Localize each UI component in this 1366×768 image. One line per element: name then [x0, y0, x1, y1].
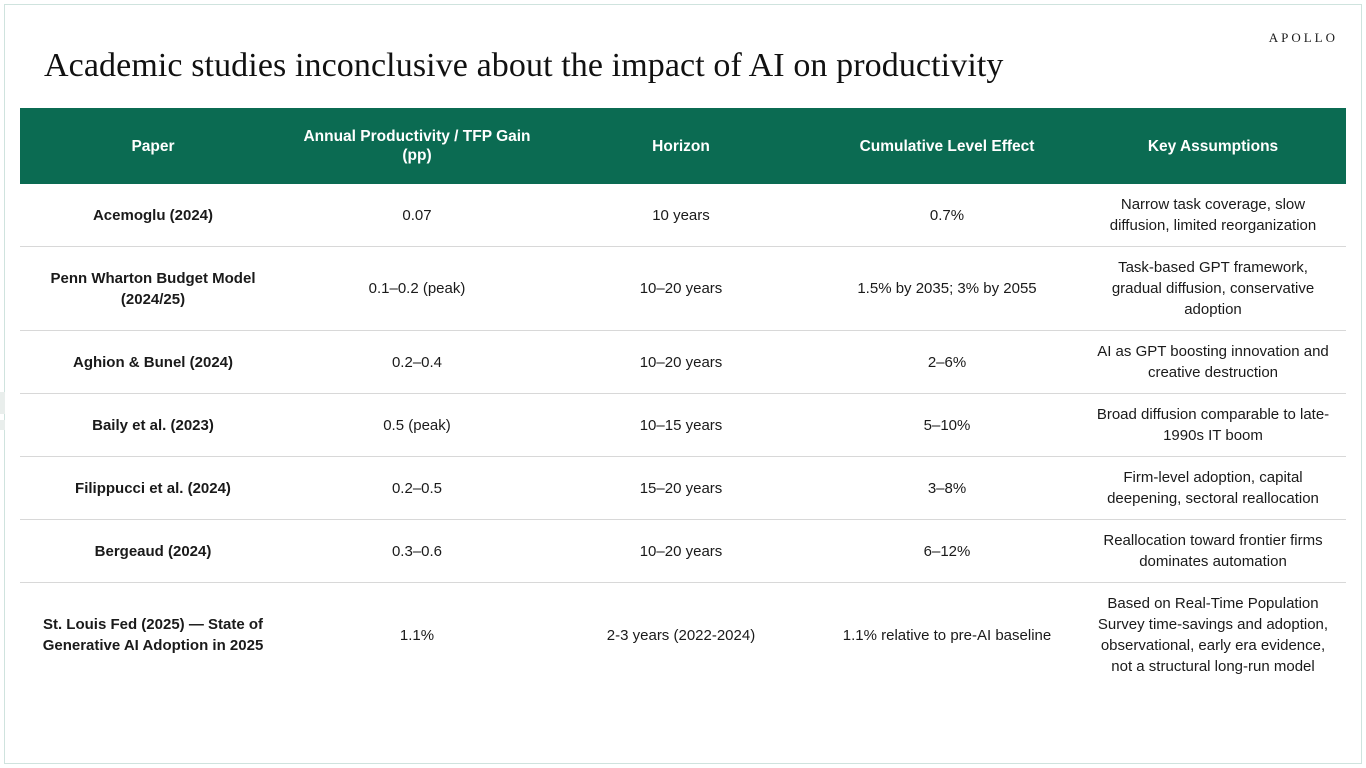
table-header [20, 108, 1346, 184]
cell-cumulative: 2–6% [814, 331, 1080, 394]
cell-paper: Acemoglu (2024) [20, 184, 286, 247]
cell-horizon: 10–20 years [548, 520, 814, 583]
table-row [20, 394, 1346, 457]
cell-assumptions: Broad diffusion comparable to late-1990s IT boom [1080, 394, 1346, 457]
column-header-gain: Annual Productivity / TFP Gain (pp) [286, 108, 548, 184]
cell-paper: Filippucci et al. (2024) [20, 457, 286, 520]
cell-horizon: 10–20 years [548, 331, 814, 394]
cell-paper: Penn Wharton Budget Model (2024/25) [20, 247, 286, 331]
cell-gain: 0.3–0.6 [286, 520, 548, 583]
page-title: Academic studies inconclusive about the impact of AI on productivity [44, 47, 1004, 84]
cell-gain: 0.07 [286, 184, 548, 247]
cell-paper: St. Louis Fed (2025) — State of Generative AI Adoption in 2025 [20, 583, 286, 688]
cell-assumptions: Narrow task coverage, slow diffusion, limited reorganization [1080, 184, 1346, 247]
table-body [20, 184, 1346, 687]
table-header-row [20, 108, 1346, 184]
cell-cumulative: 0.7% [814, 184, 1080, 247]
cell-cumulative: 1.5% by 2035; 3% by 2055 [814, 247, 1080, 331]
cell-cumulative: 1.1% relative to pre-AI baseline [814, 583, 1080, 688]
cell-paper: Aghion & Bunel (2024) [20, 331, 286, 394]
cell-assumptions: Based on Real-Time Population Survey time-savings and adoption, observational, early era evidence, not a structural long-run model [1080, 583, 1346, 688]
cell-cumulative: 6–12% [814, 520, 1080, 583]
cell-cumulative: 5–10% [814, 394, 1080, 457]
cell-horizon: 10–20 years [548, 247, 814, 331]
apollo-logo: APOLLO [1268, 30, 1338, 45]
cell-gain: 1.1% [286, 583, 548, 688]
studies-table-container [20, 108, 1346, 687]
table-row [20, 457, 1346, 520]
cell-gain: 0.1–0.2 (peak) [286, 247, 548, 331]
column-header-horizon: Horizon [548, 108, 814, 184]
table-row [20, 331, 1346, 394]
cell-gain: 0.2–0.4 [286, 331, 548, 394]
column-header-key-assumptions: Key Assumptions [1080, 108, 1346, 184]
edge-mark [0, 420, 5, 430]
table-row [20, 583, 1346, 688]
cell-gain: 0.2–0.5 [286, 457, 548, 520]
cell-horizon: 2-3 years (2022-2024) [548, 583, 814, 688]
cell-paper: Baily et al. (2023) [20, 394, 286, 457]
table-row [20, 184, 1346, 247]
table-row [20, 247, 1346, 331]
edge-mark [0, 392, 5, 414]
cell-assumptions: Reallocation toward frontier firms dominates automation [1080, 520, 1346, 583]
column-header-paper: Paper [20, 108, 286, 184]
studies-table [20, 108, 1346, 687]
cell-assumptions: Task-based GPT framework, gradual diffusion, conservative adoption [1080, 247, 1346, 331]
cell-gain: 0.5 (peak) [286, 394, 548, 457]
column-header-cumulative-effect: Cumulative Level Effect [814, 108, 1080, 184]
cell-horizon: 15–20 years [548, 457, 814, 520]
cell-horizon: 10–15 years [548, 394, 814, 457]
cell-horizon: 10 years [548, 184, 814, 247]
cell-cumulative: 3–8% [814, 457, 1080, 520]
cell-assumptions: AI as GPT boosting innovation and creative destruction [1080, 331, 1346, 394]
cell-paper: Bergeaud (2024) [20, 520, 286, 583]
cell-assumptions: Firm-level adoption, capital deepening, sectoral reallocation [1080, 457, 1346, 520]
table-row [20, 520, 1346, 583]
